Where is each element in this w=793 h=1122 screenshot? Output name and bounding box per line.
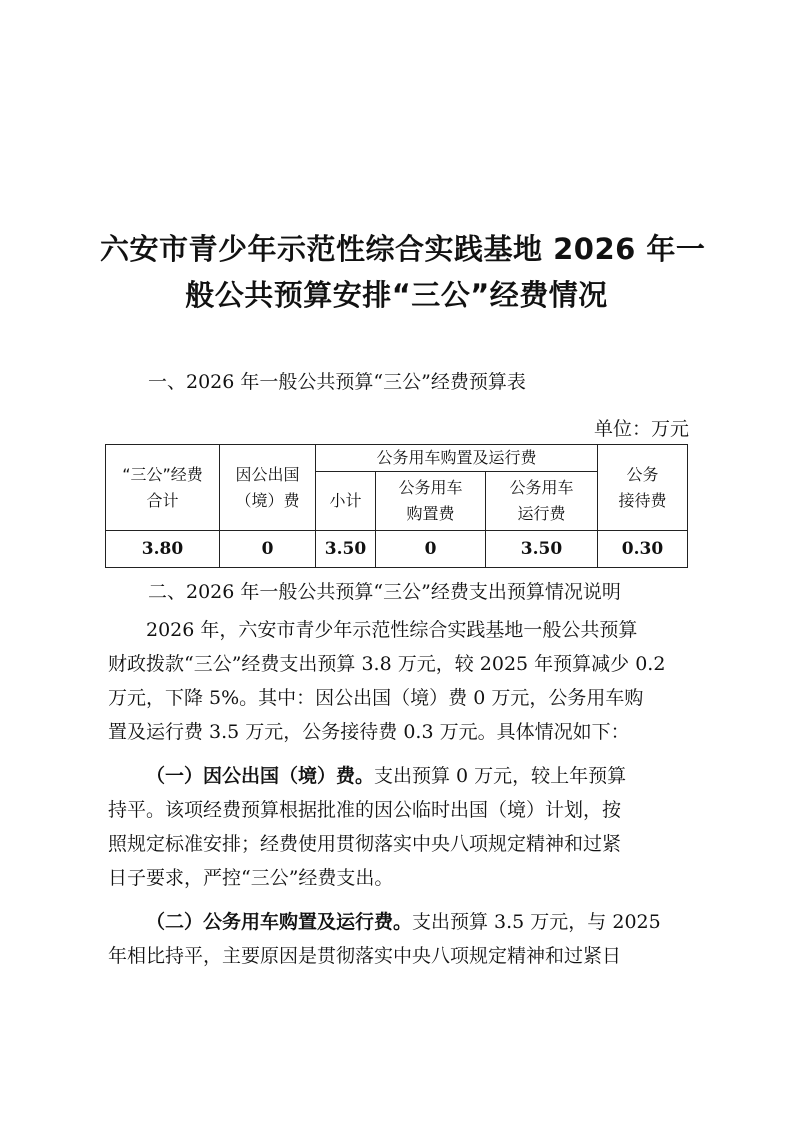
paragraph-line: 2026 年，六安市青少年示范性综合实践基地一般公共预算 xyxy=(146,619,638,641)
paragraph-line: 置及运行费 3.5 万元，公务接待费 0.3 万元。具体情况如下： xyxy=(108,721,630,743)
value-abroad: 0 xyxy=(220,531,316,568)
table-header-row-1 xyxy=(106,445,688,472)
title-line-1: 六安市青少年示范性综合实践基地 2026 年一 xyxy=(100,232,706,266)
paragraph-line: 年相比持平，主要原因是贯彻落实中央八项规定精神和过紧日 xyxy=(108,945,622,967)
header-abroad: 因公出国 （境）费 xyxy=(220,445,316,531)
document-title xyxy=(100,226,706,318)
title-line-2: 般公共预算安排“三公”经费情况 xyxy=(185,278,608,312)
value-operation: 3.50 xyxy=(486,531,598,568)
paragraph-line: 财政拨款“三公”经费支出预算 3.8 万元，较 2025 年预算减少 0.2 xyxy=(108,653,666,675)
unit-label: 单位：万元 xyxy=(593,418,689,440)
value-subtotal: 3.50 xyxy=(316,531,376,568)
paragraph-line: 照规定标准安排；经费使用贯彻落实中央八项规定精神和过紧 xyxy=(108,833,622,855)
header-total: “三公”经费 合计 xyxy=(106,445,220,531)
paragraph-summary xyxy=(108,613,687,749)
paragraph-line: 持平。该项经费预算根据批准的因公临时出国（境）计划，按 xyxy=(108,799,622,821)
header-purchase: 公务用车 购置费 xyxy=(376,472,486,531)
table-row xyxy=(106,531,688,568)
paragraph-line: 日子要求，严控“三公”经费支出。 xyxy=(108,867,394,889)
paragraph-vehicle xyxy=(108,905,687,973)
paragraph-abroad xyxy=(108,759,687,895)
section-1-heading: 一、2026 年一般公共预算“三公”经费预算表 xyxy=(148,371,526,393)
paragraph-lead: （二）公务用车购置及运行费。 xyxy=(146,911,413,933)
header-vehicle-group: 公务用车购置及运行费 xyxy=(316,445,598,472)
paragraph-line: （二）公务用车购置及运行费。支出预算 3.5 万元，与 2025 xyxy=(146,911,661,933)
paragraph-line: （一）因公出国（境）费。支出预算 0 万元，较上年预算 xyxy=(146,765,627,787)
value-total: 3.80 xyxy=(106,531,220,568)
paragraph-line: 万元，下降 5%。其中：因公出国（境）费 0 万元，公务用车购 xyxy=(108,687,644,709)
value-reception: 0.30 xyxy=(598,531,688,568)
budget-table xyxy=(105,444,688,568)
header-operation: 公务用车 运行费 xyxy=(486,472,598,531)
header-reception: 公务 接待费 xyxy=(598,445,688,531)
value-purchase: 0 xyxy=(376,531,486,568)
paragraph-lead: （一）因公出国（境）费。 xyxy=(146,765,375,787)
header-subtotal: 小计 xyxy=(316,472,376,531)
section-2-heading: 二、2026 年一般公共预算“三公”经费支出预算情况说明 xyxy=(148,581,621,603)
